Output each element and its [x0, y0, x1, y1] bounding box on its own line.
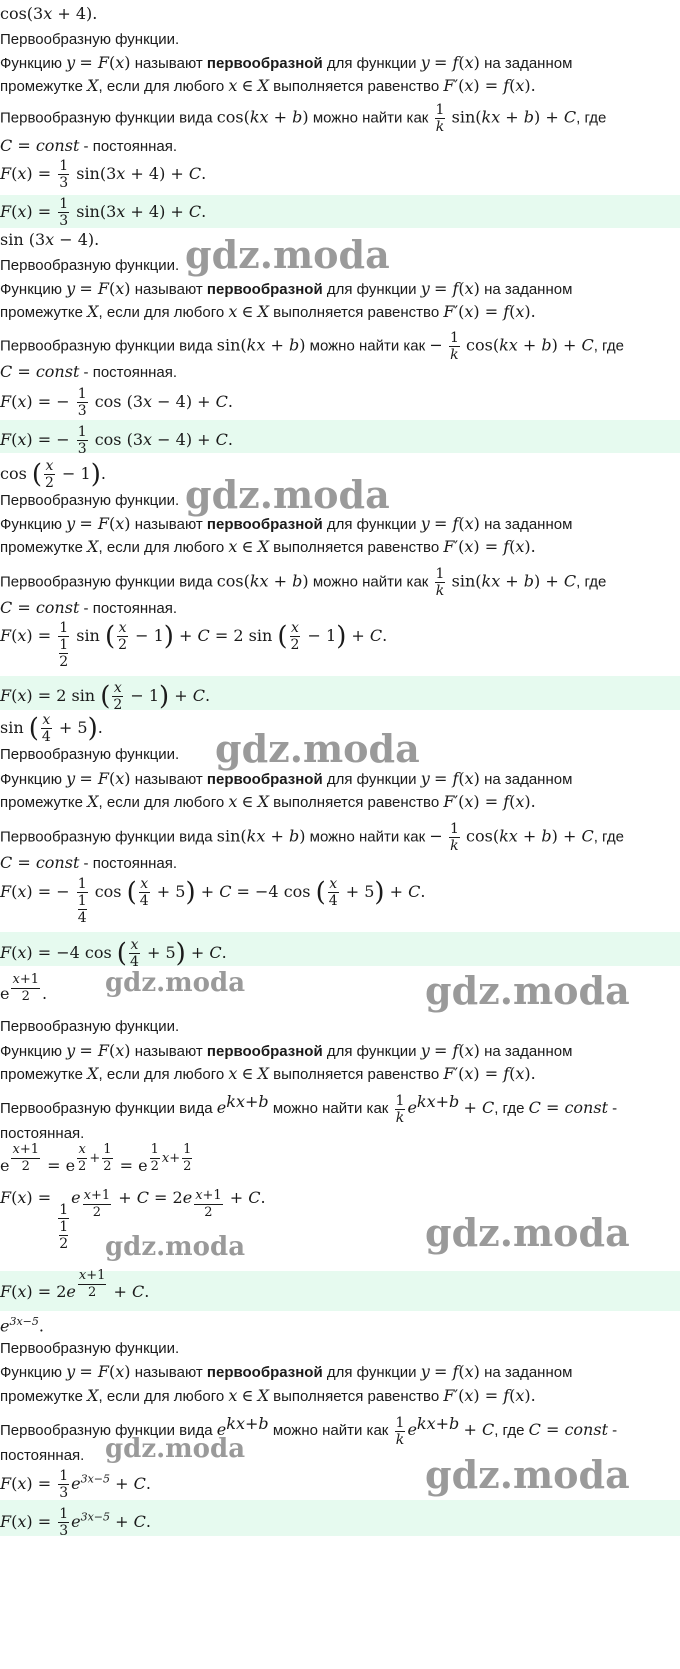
watermark: gdz.moda	[425, 968, 630, 1013]
rule-text: Первообразную функции вида $e^{kx+b}$ можно найти как $\frac{1}{k}$ $e^{kx+b} + C$, где C = const -	[0, 1092, 618, 1126]
answer-formula: F(x) = − $\frac{1}{3}$ cos (3x − 4) + C.	[0, 424, 233, 457]
const-text: C = const - постоянная.	[0, 598, 178, 617]
formula: F(x) = $\frac{1}{\frac{1}{2}}$ e $\frac{x+1}{2}$ + C = 2e $\frac{x+1}{2}$ + C.	[0, 1188, 266, 1252]
definition-text: Функцию y = F(x) называют первообразной для функции y = f(x) на заданном	[0, 514, 573, 533]
answer-formula: F(x) = −4 cos ( $\frac{x}{4}$ + 5) + C.	[0, 937, 227, 970]
section-heading: Первообразную функции.	[0, 31, 180, 48]
formula: F(x) = $\frac{1}{\frac{1}{2}}$ sin ( $\frac{x}{2}$ − 1) + C = 2 sin ( $\frac{x}{2}$ − 1) + C.	[0, 620, 388, 670]
const-text: постоянная.	[0, 1447, 85, 1464]
watermark: gdz.moda	[425, 1210, 630, 1255]
rule-text: Первообразную функции вида cos(kx + b) можно найти как $\frac{1}{k}$ sin(kx + b) + C, где	[0, 566, 607, 599]
answer-formula: F(x) = 2 sin ( $\frac{x}{2}$ − 1) + C.	[0, 680, 211, 713]
section-heading: Первообразную функции.	[0, 257, 180, 274]
definition-text: Функцию y = F(x) называют первообразной для функции y = f(x) на заданном	[0, 1041, 573, 1060]
const-text: C = const - постоянная.	[0, 136, 178, 155]
const-text: C = const - постоянная.	[0, 853, 178, 872]
definition-text: промежутке X, если для любого x ∈ X выполняется равенство F′(x) = f(x).	[0, 792, 536, 811]
section-heading: Первообразную функции.	[0, 746, 180, 763]
definition-text: Функцию y = F(x) называют первообразной для функции y = f(x) на заданном	[0, 1362, 573, 1381]
answer-formula: F(x) = $\frac{1}{3}$ sin(3x + 4) + C.	[0, 196, 207, 229]
rule-text: Первообразную функции вида $e^{kx+b}$ можно найти как $\frac{1}{k}$ $e^{kx+b} + C$, где C = const -	[0, 1414, 618, 1448]
formula: F(x) = $\frac{1}{3}$ sin(3x + 4) + C.	[0, 158, 207, 191]
definition-text: промежутке X, если для любого x ∈ X выполняется равенство F′(x) = f(x).	[0, 76, 536, 95]
task-title: cos ( $\frac{x}{2}$ − 1).	[0, 458, 106, 491]
watermark: gdz.moda	[185, 232, 390, 277]
formula: e $\frac{x+1}{2}$ = e $\frac{x}{2}$ + $\frac{1}{2}$ = e $\frac{1}{2}$ x+ $\frac{1}{2}$	[0, 1142, 192, 1175]
rule-text: Первообразную функции вида sin(kx + b) можно найти как − $\frac{1}{k}$ cos(kx + b) + C, где	[0, 821, 624, 854]
watermark: gdz.moda	[105, 968, 246, 998]
formula: F(x) = − $\frac{1}{\frac{1}{4}}$ cos ( $\frac{x}{4}$ + 5) + C = −4 cos ( $\frac{x}{4}$ + 5) + C.	[0, 876, 426, 926]
const-text: C = const - постоянная.	[0, 362, 178, 381]
answer-formula: F(x) = $\frac{1}{3}$ $e^{3x-5} + C$.	[0, 1506, 151, 1539]
definition-text: промежутке X, если для любого x ∈ X выполняется равенство F′(x) = f(x).	[0, 302, 536, 321]
answer-formula: F(x) = 2e $\frac{x+1}{2}$ + C.	[0, 1268, 150, 1301]
task-title: sin (3x − 4).	[0, 230, 100, 249]
watermark: gdz.moda	[215, 726, 420, 771]
formula: F(x) = $\frac{1}{3}$ $e^{3x-5} + C$.	[0, 1468, 151, 1501]
watermark: gdz.moda	[425, 1452, 630, 1497]
task-title: cos(3x + 4).	[0, 4, 98, 23]
task-title: sin ( $\frac{x}{4}$ + 5).	[0, 712, 103, 745]
definition-text: промежутке X, если для любого x ∈ X выполняется равенство F′(x) = f(x).	[0, 537, 536, 556]
rule-text: Первообразную функции вида sin(kx + b) можно найти как − $\frac{1}{k}$ cos(kx + b) + C, где	[0, 330, 624, 363]
section-heading: Первообразную функции.	[0, 492, 180, 509]
watermark: gdz.moda	[105, 1434, 246, 1464]
section-heading: Первообразную функции.	[0, 1340, 180, 1357]
watermark: gdz.moda	[185, 472, 390, 517]
task-title: e $\frac{x+1}{2}$ .	[0, 972, 48, 1004]
definition-text: Функцию y = F(x) называют первообразной для функции y = f(x) на заданном	[0, 279, 573, 298]
formula: F(x) = − $\frac{1}{3}$ cos (3x − 4) + C.	[0, 386, 233, 419]
definition-text: Функцию y = F(x) называют первообразной для функции y = f(x) на заданном	[0, 53, 573, 72]
const-text: постоянная.	[0, 1125, 85, 1142]
rule-text: Первообразную функции вида cos(kx + b) можно найти как $\frac{1}{k}$ sin(kx + b) + C, где	[0, 102, 607, 135]
definition-text: промежутке X, если для любого x ∈ X выполняется равенство F′(x) = f(x).	[0, 1064, 536, 1083]
definition-text: Функцию y = F(x) называют первообразной для функции y = f(x) на заданном	[0, 769, 573, 788]
watermark: gdz.moda	[105, 1232, 246, 1262]
task-title: $e^{3x-5}$.	[0, 1315, 44, 1336]
section-heading: Первообразную функции.	[0, 1018, 180, 1035]
definition-text: промежутке X, если для любого x ∈ X выполняется равенство F′(x) = f(x).	[0, 1386, 536, 1405]
